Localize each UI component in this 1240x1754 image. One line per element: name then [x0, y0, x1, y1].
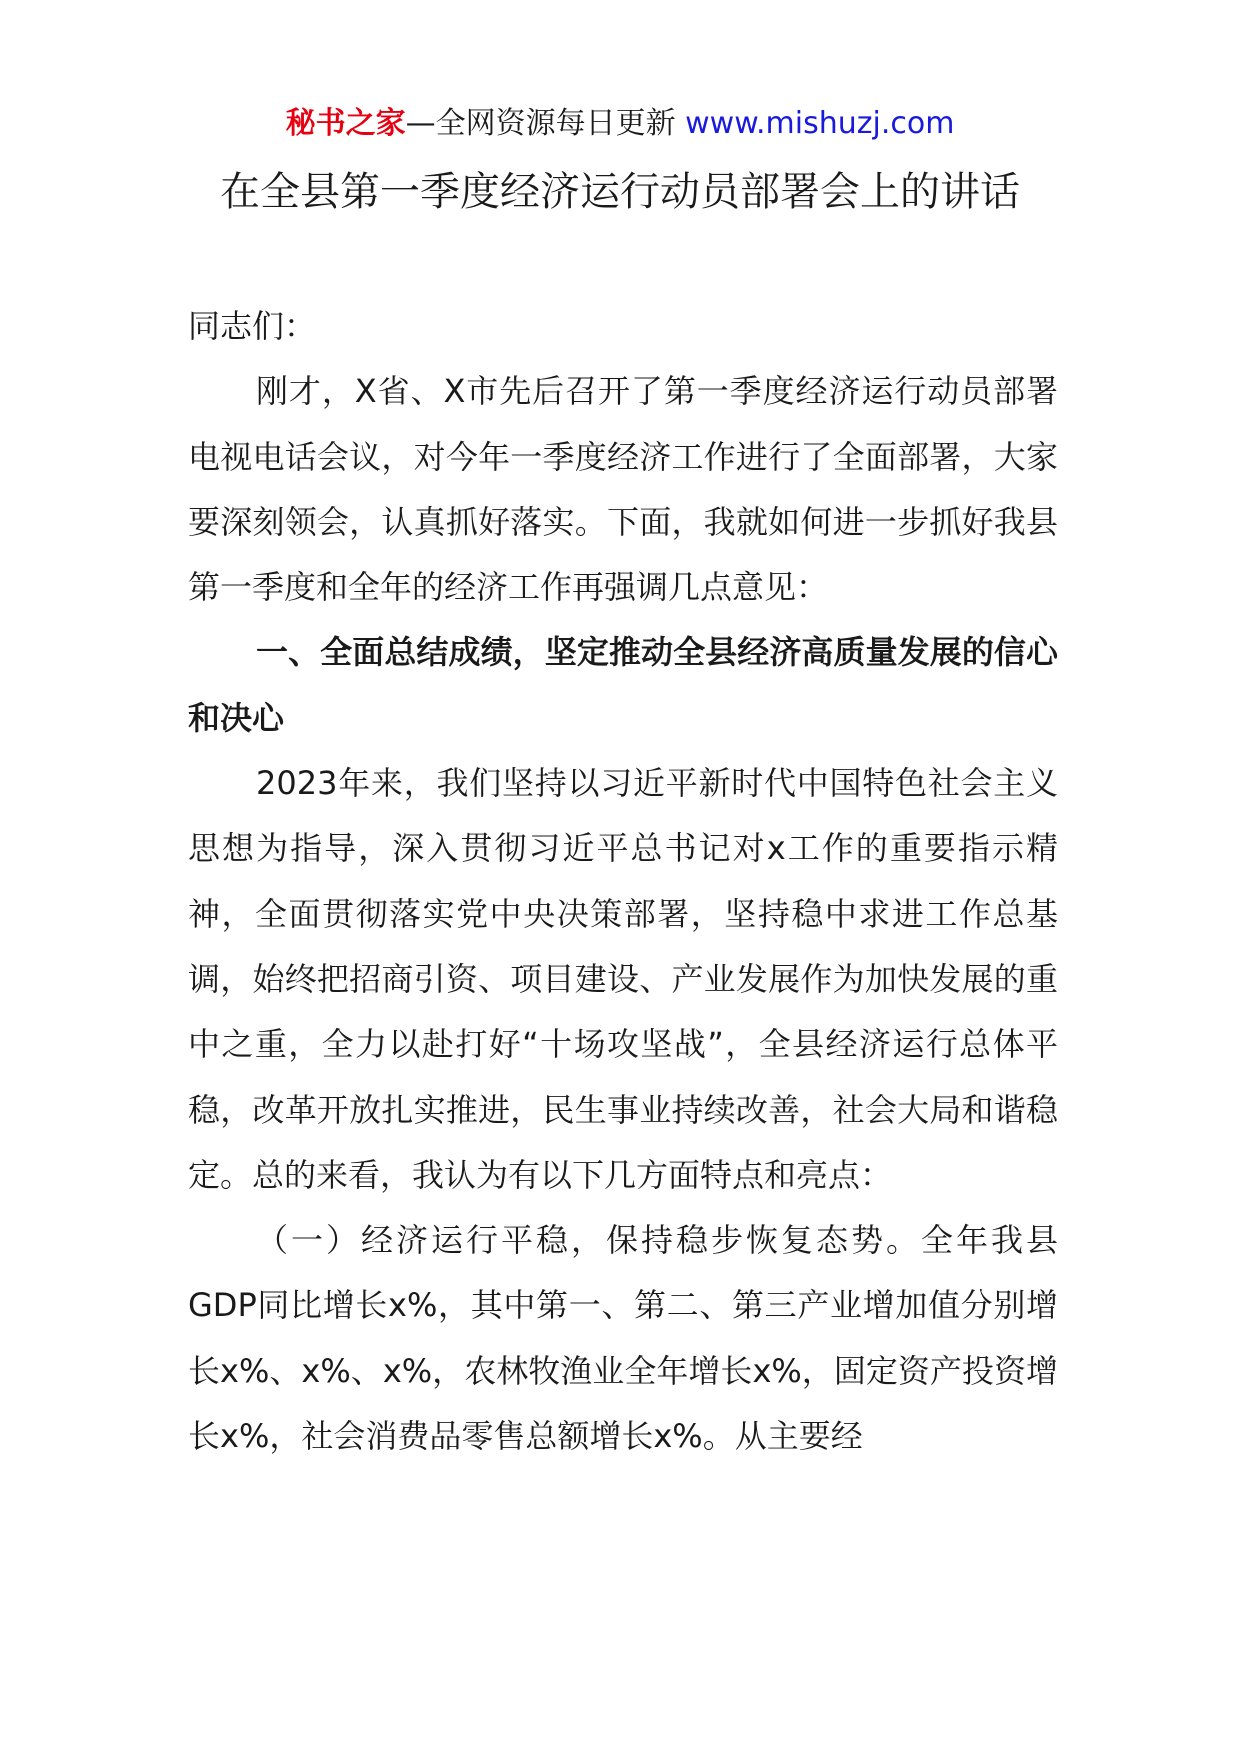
section-heading-1: 一、全面总结成绩，坚定推动全县经济高质量发展的信心和决心 [188, 633, 1058, 737]
site-slogan: —全网资源每日更新 [405, 106, 676, 141]
paragraph-intro: 刚才，X省、X市先后召开了第一季度经济运行动员部署电视电话会议，对今年一季度经济工作进行了全面部署，大家要深刻领会，认真抓好落实。下面，我就如何进一步抓好我县第一季度和全年的经济工作再强调几点意见： [188, 372, 1058, 607]
document-title: 在全县第一季度经济运行动员部署会上的讲话 [220, 169, 1020, 215]
paragraph-economy: （一）经济运行平稳，保持稳步恢复态势。全年我县GDP同比增长x%，其中第一、第二、第三产业增加值分别增长x%、x%、x%，农林牧渔业全年增长x%，固定资产投资增长x%，社会消费品零售总额增长x%。从主要经 [188, 1221, 1058, 1456]
document-body [188, 294, 1058, 1469]
site-watermark-header [0, 102, 1240, 146]
site-brand: 秘书之家 [285, 106, 406, 141]
site-url-link[interactable]: www.mishuzj.com [685, 106, 955, 141]
paragraph-achievements: 2023年来，我们坚持以习近平新时代中国特色社会主义思想为指导，深入贯彻习近平总书记对x工作的重要指示精神，全面贯彻落实党中央决策部署，坚持稳中求进工作总基调，始终把招商引资、项目建设、产业发展作为加快发展的重中之重，全力以赴打好“十场攻坚战”，全县经济运行总体平稳，改革开放扎实推进，民生事业持续改善，社会大局和谐稳定。总的来看，我认为有以下几方面特点和亮点： [188, 764, 1058, 1194]
salutation: 同志们： [188, 307, 317, 345]
